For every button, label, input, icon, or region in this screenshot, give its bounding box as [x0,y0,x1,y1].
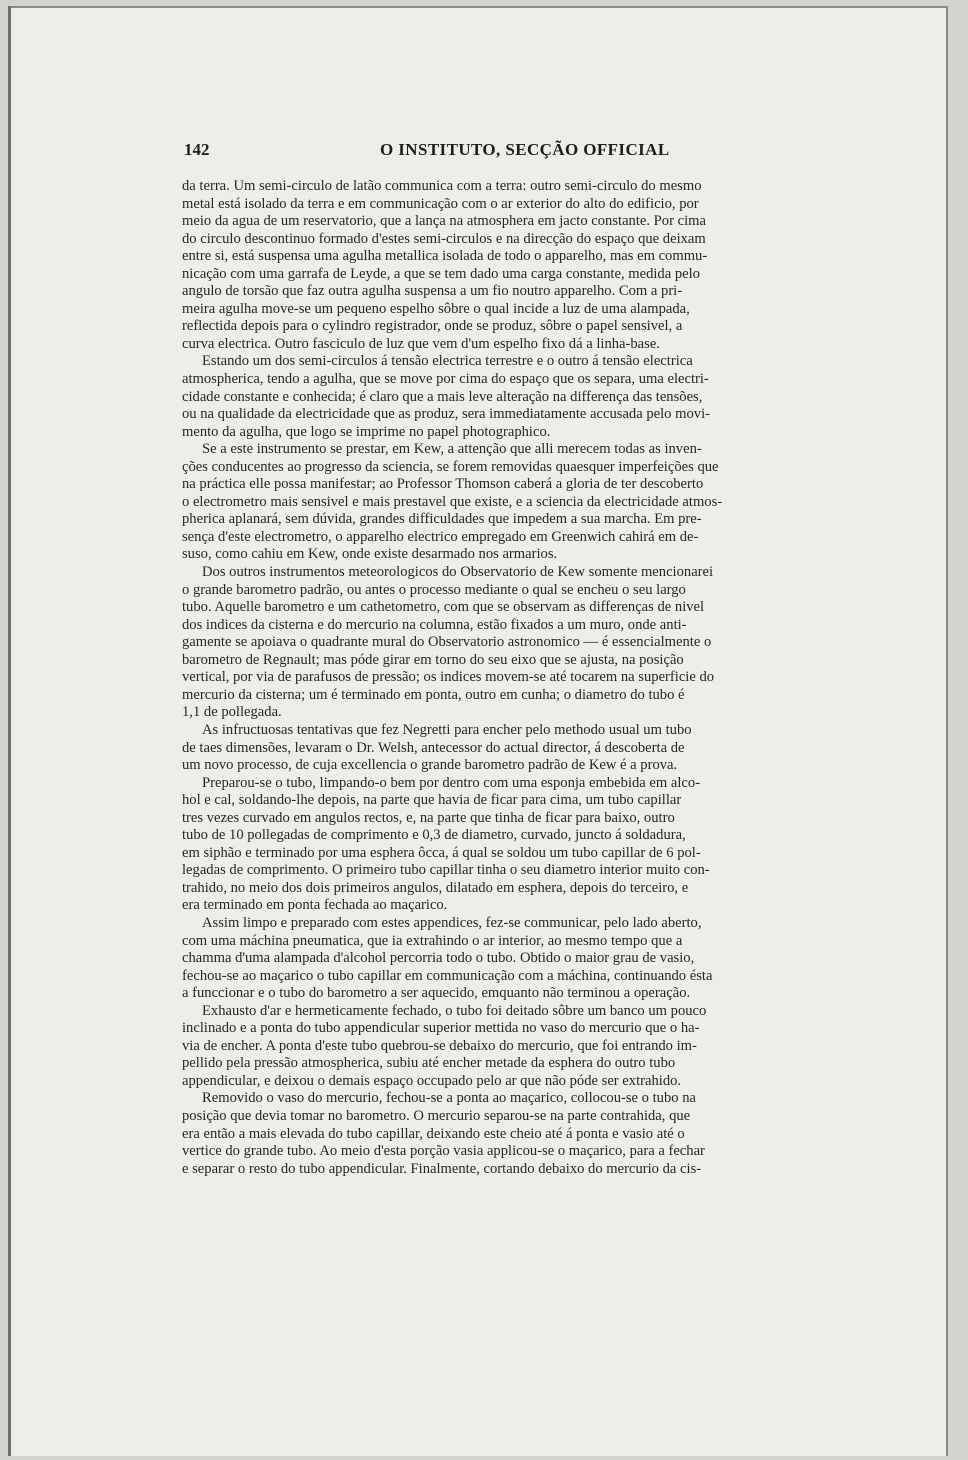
text-line: legadas de comprimento. O primeiro tubo capillar tinha o seu diametro interior muito con- [182,862,710,879]
text-line: Se a este instrumento se prestar, em Kew, a attenção que alli merecem todas as inven- [202,441,702,458]
text-line: posição que devia tomar no barometro. O mercurio separou-se na parte contrahida, que [182,1107,691,1124]
text-line: e separar o resto do tubo appendicular. Finalmente, cortando debaixo do mercurio da cis- [182,1160,702,1177]
text-line: Exhausto d'ar e hermeticamente fechado, o tubo foi deitado sôbre um banco um pouco [202,1002,707,1019]
text-line: As infructuosas tentativas que fez Negretti para encher pelo methodo usual um tubo [202,721,692,738]
text-line: trahido, no meio dos dois primeiros angulos, dilatado em esphera, depois do terceiro, e [182,879,689,896]
page-edge-right [946,6,948,1456]
text-line: um novo processo, de cuja excellencia o grande barometro padrão de Kew é a prova. [182,757,678,774]
text-line: tres vezes curvado em angulos rectos, e, na parte que tinha de ficar para baixo, outro [182,809,675,826]
text-line: ções conducentes ao progresso da sciencia, se forem removidas quaesquer imperfeições que [182,458,719,475]
text-line: de taes dimensões, levaram o Dr. Welsh, antecessor do actual director, á descoberta de [182,739,685,756]
text-line: com uma máchina pneumatica, que ia extrahindo o ar interior, ao mesmo tempo que a [182,932,683,949]
text-line: era terminado em ponta fechada ao maçarico. [182,897,448,914]
text-line: o electrometro mais sensivel e mais prestavel que existe, e a sciencia da electricidade atmos- [182,493,723,510]
text-line: chamma d'uma alampada d'alcohol percorria todo o tubo. Obtido o maior grau de vasio, [182,950,695,967]
page-edge-left [8,6,11,1456]
text-line: a funccionar e o tubo do barometro a ser aquecido, emquanto não terminou a operação. [182,985,691,1002]
body-text [182,178,854,1178]
text-line: do circulo descontinuo formado d'estes semi-circulos e na direcção do espaço que deixam [182,230,706,247]
text-line: Dos outros instrumentos meteorologicos do Observatorio de Kew somente mencionarei [202,564,714,581]
text-line: na práctica elle possa manifestar; ao Professor Thomson caberá a gloria de ter descoberto [182,476,704,493]
text-line: Assim limpo e preparado com estes appendices, fez-se communicar, pelo lado aberto, [202,914,702,931]
page-number: 142 [184,140,210,159]
text-line: angulo de torsão que faz outra agulha suspensa a um fio noutro apparelho. Com a pri- [182,283,683,300]
text-line: ou na qualidade da electricidade que as produz, sera immediatamente accusada pelo movi- [182,406,710,423]
text-line: hol e cal, soldando-lhe depois, na parte que havia de ficar para cima, um tubo capillar [182,792,682,809]
text-line: em siphão e terminado por uma esphera ôcca, á qual se soldou um tubo capillar de 6 pol- [182,844,701,861]
text-line: Preparou-se o tubo, limpando-o bem por dentro com uma esponja embebida em alco- [202,774,701,791]
text-line: era então a mais elevada do tubo capillar, deixando este cheio até á ponta e vasio até o [182,1125,685,1142]
page-edge-top [8,6,948,8]
text-line: meira agulha move-se um pequeno espelho sôbre o qual incide a luz de uma alampada, [182,300,690,317]
text-line: via de encher. A ponta d'este tubo quebrou-se debaixo do mercurio, que foi entrando im- [182,1037,697,1054]
journal-title: O INSTITUTO, SECÇÃO OFFICIAL [380,140,670,159]
text-line: pherica aplanará, sem dúvida, grandes difficuldades que impedem a sua marcha. Em pre- [182,511,702,528]
text-line: dos indices da cisterna e do mercurio na columna, estão fixados a um muro, onde anti- [182,616,687,633]
text-line: vertical, por via de parafusos de pressão; os indices movem-se até tocarem na superficie do [182,669,715,686]
text-line: entre si, está suspensa uma agulha metallica isolada de todo o apparelho, mas em commu- [182,248,708,265]
text-line: fechou-se ao maçarico o tubo capillar em communicação com a máchina, continuando ésta [182,967,713,984]
text-line: tubo de 10 pollegadas de comprimento e 0,3 de diametro, curvado, juncto á soldadura, [182,827,686,844]
text-line: Removido o vaso do mercurio, fechou-se a ponta ao maçarico, collocou-se o tubo na [202,1090,696,1107]
text-line: 1,1 de pollegada. [182,704,282,721]
running-head [184,140,864,164]
text-line: suso, como cahiu em Kew, onde existe desarmado nos armarios. [182,546,558,563]
text-line: mento da agulha, que logo se imprime no papel photographico. [182,423,551,440]
text-line: gamente se apoiava o quadrante mural do Observatorio astronomico — é essencialmente o [182,634,712,651]
text-line: vertice do grande tubo. Ao meio d'esta porção vasia applicou-se o maçarico, para a fechar [182,1143,705,1160]
text-line: da terra. Um semi-circulo de latão communica com a terra: outro semi-circulo do mesmo [182,178,702,194]
text-line: Estando um dos semi-circulos á tensão electrica terrestre e o outro á tensão electrica [202,353,693,370]
text-line: mercurio da cisterna; um é terminado em ponta, outro em cunha; o diametro do tubo é [182,686,685,703]
text-line: appendicular, e deixou o demais espaço occupado pelo ar que não póde ser extrahido. [182,1072,682,1089]
text-line: tubo. Aquelle barometro e um cathetometro, com que se observam as differenças de nivel [182,599,705,616]
text-line: meio da agua de um reservatorio, que a lança na atmosphera em jacto constante. Por cima [182,213,706,230]
text-line: o grande barometro padrão, ou antes o processo mediante o qual se encheu o seu largo [182,581,686,598]
text-line: reflectida depois para o cylindro registrador, onde se produz, sôbre o papel sensivel, a [182,318,683,335]
text-line: atmospherica, tendo a agulha, que se move por cima do espaço que os separa, uma electri- [182,371,709,388]
text-line: curva electrica. Outro fasciculo de luz que vem d'um espelho fixo dá a linha-base. [182,335,660,352]
text-line: nicação com uma garrafa de Leyde, a que se tem dado uma carga constante, medida pelo [182,265,700,282]
text-line: cidade constante e conhecida; é claro que a mais leve alteração na differença das tensões, [182,388,703,405]
text-line: metal está isolado da terra e em communicação com o ar exterior do alto do edificio, por [182,195,699,212]
text-line: sença d'este electrometro, o apparelho electrico empregado em Greenwich cahirá em de- [182,528,699,545]
text-line: barometro de Regnault; mas póde girar em torno do seu eixo que se ajusta, na posição [182,651,684,668]
text-line: pellido pela pressão atmospherica, subiu até encher metade da esphera do outro tubo [182,1055,676,1072]
text-line: inclinado e a ponta do tubo appendicular superior mettida no vaso do mercurio que o ha- [182,1020,700,1037]
